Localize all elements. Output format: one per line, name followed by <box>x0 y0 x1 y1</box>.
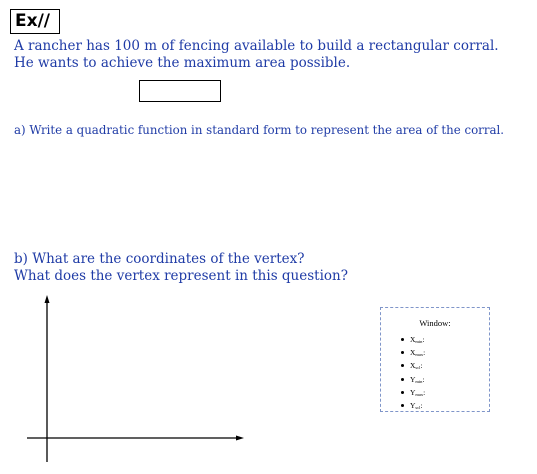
window-item-colon: : <box>423 348 426 358</box>
window-item-colon: : <box>420 361 423 371</box>
window-item-y-min <box>401 374 425 387</box>
window-item-colon: : <box>420 401 423 411</box>
window-item-var: X <box>410 335 416 344</box>
window-item-sub: max <box>415 391 424 397</box>
calculator-window-box <box>380 307 490 412</box>
problem-line-1: A rancher has 100 m of fencing available to build a rectangular corral. <box>14 38 499 54</box>
example-label: Ex// <box>10 9 60 34</box>
window-item-var: X <box>410 361 416 371</box>
window-item-colon: : <box>422 374 425 384</box>
window-item-var: Y <box>410 387 416 397</box>
window-item-var: X <box>410 348 416 358</box>
window-item-var: Y <box>410 401 416 411</box>
part-a-question: a) Write a quadratic function in standard form to represent the area of the corral. <box>14 123 505 137</box>
window-item-sub: min <box>415 339 423 344</box>
window-item-y-max <box>401 387 425 400</box>
window-item-sub: min <box>415 378 423 384</box>
x-axis-arrowhead <box>236 436 244 441</box>
window-item-y-scl <box>401 400 425 413</box>
window-item-x-min <box>401 334 425 347</box>
window-item-x-scl <box>401 360 425 373</box>
window-title: Window: <box>419 318 451 328</box>
window-item-sub: scl <box>415 405 421 411</box>
window-settings-list <box>401 334 425 413</box>
window-item-sub: scl <box>415 365 421 371</box>
part-b-line-1: b) What are the coordinates of the vertex? <box>14 251 305 267</box>
window-item-var: Y <box>410 374 416 384</box>
window-item-colon: : <box>423 387 426 397</box>
y-axis-arrowhead <box>45 295 50 303</box>
window-item-x-max <box>401 347 425 360</box>
window-item-colon: : <box>422 335 425 344</box>
part-b-line-2: What does the vertex represent in this question? <box>14 268 348 284</box>
window-item-sub: max <box>415 352 424 358</box>
problem-line-2: He wants to achieve the maximum area possible. <box>14 55 351 71</box>
